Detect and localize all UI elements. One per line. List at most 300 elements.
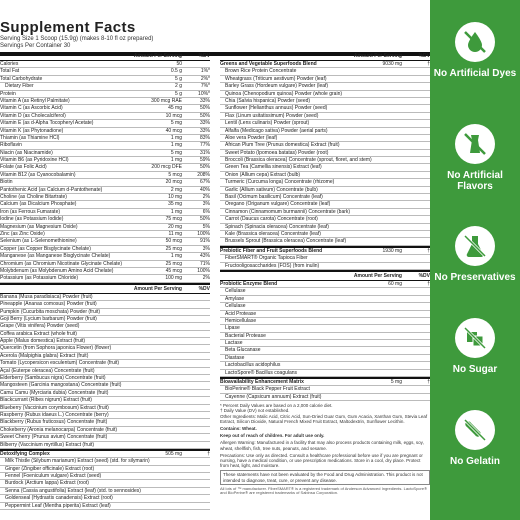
row-label: Niacin (as Niacinamide) — [0, 149, 53, 156]
amount-header: Amount Per Serving — [353, 53, 402, 59]
row-label: BioPerine® Black Pepper Fruit Extract — [225, 386, 310, 393]
row-amount: 45 mcg — [165, 267, 182, 274]
dv-header: %DV — [198, 285, 210, 292]
table-row — [220, 172, 430, 179]
row-label: Vitamin B12 (as Cyanocobalamin) — [0, 171, 76, 178]
row-label: Blackberry (Rubus fruticosus) Concentrate (fruit) — [0, 419, 108, 426]
row-dv: 50% — [199, 112, 210, 119]
footnote: † Daily Value (DV) not established. — [220, 408, 290, 414]
row-dv: † — [427, 280, 430, 287]
bioavail-rows — [220, 377, 430, 401]
table-row — [0, 172, 210, 179]
row-label: Coffea arabica Extract (whole fruit) — [0, 330, 77, 337]
row-amount: 2 mg — [170, 186, 182, 193]
badge-label: No Sugar — [452, 364, 498, 375]
column-header — [220, 270, 430, 281]
row-dv: † — [427, 247, 430, 254]
row-dv: 7%* — [200, 83, 210, 90]
row-dv: 67% — [199, 179, 210, 186]
row-label: Blackcurrant (Ribes nigrum) Extract (fruit) — [0, 397, 92, 404]
row-dv: 1%* — [200, 68, 210, 75]
row-dv: 33% — [199, 120, 210, 127]
row-label: Quercetin (from Sophora japonica Flower) (flower) — [0, 345, 112, 352]
row-label: Vitamin E (as d-Alpha Tocopheryl Acetate) — [0, 120, 94, 127]
row-label: Senna (Cassia angustifolia) Extract (leaf) (std. to sennosides) — [5, 487, 141, 494]
row-label: Flax (Linum usitatissimum) Powder (seed) — [225, 112, 319, 119]
table-row — [220, 325, 430, 332]
fda-disclaimer: These statements have not been evaluated by the Food and Drug Administration. This product is not intended to diagnose, treat, cure, or prevent any disease. — [220, 470, 430, 484]
row-label: Pumpkin (Cucurbita moschata) Powder (fruit) — [0, 308, 101, 315]
table-row — [220, 347, 430, 354]
table-row — [220, 238, 430, 245]
row-dv: 6% — [202, 208, 210, 215]
table-row — [220, 135, 430, 142]
row-label: Sunflower (Helianthus annuus) Powder (seed) — [225, 105, 328, 112]
row-label: Brown Rice Protein Concentrate — [225, 68, 297, 75]
row-label: Açaí (Euterpe oleracea) Concentrate (fruit) — [0, 367, 95, 374]
row-label: Vitamin K (as Phytonadione) — [0, 127, 64, 134]
table-row — [0, 331, 210, 338]
table-row — [0, 275, 210, 282]
table-row — [0, 480, 210, 487]
row-label: Carrot (Daucus carota) Concentrate (root) — [225, 216, 318, 223]
row-amount: 75 mcg — [165, 216, 182, 223]
table-row — [220, 179, 430, 186]
table-row — [0, 301, 210, 308]
dv-header: %DV — [418, 272, 430, 279]
table-row — [0, 458, 210, 465]
row-label: Barley Grass (Hordeum vulgare) Powder (leaf) — [225, 83, 329, 90]
no-flavors-icon — [455, 124, 495, 164]
no-dyes-icon — [455, 22, 495, 62]
table-row — [0, 338, 210, 345]
row-label: LactoSpore® Bacillus coagulans — [225, 369, 298, 376]
row-dv: † — [207, 450, 210, 457]
table-row — [0, 412, 210, 419]
row-amount: 9030 mg — [382, 61, 402, 67]
row-dv: 40% — [199, 186, 210, 193]
row-label: Spinach (Spinacia oleracea) Concentrate (leaf) — [225, 223, 329, 230]
table-row — [220, 194, 430, 201]
row-dv: 31% — [199, 149, 210, 156]
table-row — [0, 253, 210, 260]
row-label: Potassium (as Potassium Chloride) — [0, 275, 79, 282]
nutrient-rows — [0, 61, 210, 283]
badge-no-gelatin — [430, 410, 520, 467]
row-dv: 71% — [199, 260, 210, 267]
row-amount: 40 mcg — [165, 127, 182, 134]
table-row — [0, 209, 210, 216]
row-label: Kale (Brassica oleracea) Concentrate (leaf) — [225, 230, 321, 237]
row-label: Iron (as Ferrous Fumarate) — [0, 208, 61, 215]
dv-header: %DV — [418, 53, 430, 59]
row-label: Prebiotic Fiber and Fruit Superfoods Blend — [220, 247, 323, 254]
table-row — [0, 113, 210, 120]
row-label: Molybdenum (as Molybdenum Amino Acid Chelate) — [0, 267, 114, 274]
table-row — [220, 76, 430, 83]
table-row — [220, 263, 430, 270]
row-label: Peppermint Leaf (Mentha piperita) Extract (leaf) — [5, 502, 111, 509]
table-row — [220, 231, 430, 238]
table-row — [0, 238, 210, 245]
table-row — [220, 311, 430, 318]
row-label: Greens and Vegetable Superfoods Blend — [220, 61, 317, 67]
badge-sidebar — [430, 0, 520, 520]
row-label: Fennel (Foeniculum vulgare) Extract (seed) — [5, 473, 102, 480]
enzyme-rows — [220, 281, 430, 377]
row-label: Choline (as Choline Bitartrate) — [0, 194, 67, 201]
no-sugar-icon — [455, 318, 495, 358]
table-row — [0, 224, 210, 231]
row-label: Acid Protease — [225, 310, 257, 317]
row-label: Oregano (Origanum vulgare) Concentrate (leaf) — [225, 201, 331, 208]
row-dv: † — [427, 61, 430, 67]
row-amount: 10 mg — [168, 194, 182, 201]
table-row — [0, 316, 210, 323]
row-label: Turmeric (Curcuma longa) Concentrate (rhizome) — [225, 179, 335, 186]
table-row — [0, 216, 210, 223]
badge-label: No Gelatin — [449, 456, 500, 467]
row-label: Detoxifying Complex — [0, 450, 50, 457]
table-row — [0, 473, 210, 480]
row-label: Calcium (as Dicalcium Phosphate) — [0, 201, 77, 208]
row-dv: 5% — [202, 223, 210, 230]
row-amount: 20 mg — [168, 223, 182, 230]
blend-header-row — [220, 377, 430, 386]
table-row — [220, 91, 430, 98]
row-amount: 60 mg — [388, 280, 402, 287]
row-label: Vitamin C (as Ascorbic Acid) — [0, 105, 63, 112]
table-row — [0, 360, 210, 367]
amount-header: Amount Per Serving — [133, 53, 182, 59]
row-label: Magnesium (as Magnesium Oxide) — [0, 223, 78, 230]
row-label: Vitamin A (as Retinyl Palmitate) — [0, 97, 70, 104]
table-row — [220, 201, 430, 208]
row-label: Lactase — [225, 340, 243, 347]
row-label: Alfalfa (Medicago sativa) Powder (aerial parts) — [225, 127, 328, 134]
table-row — [0, 427, 210, 434]
row-dv: 3% — [202, 201, 210, 208]
table-row — [0, 353, 210, 360]
precautions: Precautions: Use only as directed. Consult a healthcare professional before use if you are pregnant or nursing, have a medical condition, or use prescription medications. Store in a cool, dry place. Protect from heat, light, and moisture. — [220, 452, 423, 469]
badge-no-artificial-dyes — [430, 22, 520, 79]
row-amount: 2 g — [175, 83, 182, 90]
row-dv: 2% — [202, 194, 210, 201]
row-label: Quinoa (Chenopodium quinoa) Powder (whole grain) — [225, 90, 343, 97]
row-amount: 1 mg — [170, 134, 182, 141]
table-row — [0, 83, 210, 90]
column-header — [220, 52, 430, 61]
row-label: Lentil (Lens culinaris) Powder (sprout) — [225, 120, 310, 127]
blend-header-row — [0, 449, 210, 458]
table-row — [0, 68, 210, 75]
row-label: Camu Camu (Myrciaria dubia) Concentrate (fruit) — [0, 389, 109, 396]
row-label: Cellulase — [225, 288, 246, 295]
row-label: Ginger (Zingiber officinale) Extract (root) — [5, 465, 95, 472]
right-column — [220, 52, 430, 496]
row-amount: 5 mg — [390, 379, 402, 386]
table-row — [220, 187, 430, 194]
row-dv: 100% — [197, 230, 210, 237]
table-row — [220, 68, 430, 75]
row-label: Biotin — [0, 179, 13, 186]
row-amount: 11 mg — [168, 230, 182, 237]
badge-no-artificial-flavors — [430, 124, 520, 192]
table-row — [0, 76, 210, 83]
contains: Contains: Wheat. — [220, 426, 257, 431]
badge-no-preservatives — [430, 226, 520, 283]
row-label: Folate (as Folic Acid) — [0, 164, 47, 171]
greens-rows — [220, 61, 430, 246]
table-row — [0, 268, 210, 275]
row-label: Total Fat — [0, 68, 20, 75]
row-label: Dietary Fiber — [5, 83, 34, 90]
row-label: Hemicellulase — [225, 317, 257, 324]
table-row — [220, 209, 430, 216]
row-dv: 33% — [199, 127, 210, 134]
table-row — [220, 142, 430, 149]
row-dv: 77% — [199, 142, 210, 149]
table-row — [220, 255, 430, 262]
other-ingredients: Other Ingredients: Malic Acid, Citric Acid, Sun-Dried Guar Gum, Gum Acacia, Xanthan Gum, Stevia Leaf Extract, Silicon Dioxide, Natural French Mixed Fruit Extract, Maltodextrin, Sunflower Lecithin. — [220, 413, 428, 424]
table-row — [0, 419, 210, 426]
table-row — [0, 135, 210, 142]
table-row — [220, 340, 430, 347]
row-amount: 25 mcg — [165, 245, 182, 252]
row-amount: 1 mg — [170, 157, 182, 164]
table-row — [0, 187, 210, 194]
row-amount: 505 mg — [165, 450, 182, 457]
table-row — [0, 294, 210, 301]
table-row — [0, 405, 210, 412]
table-row — [0, 194, 210, 201]
row-dv: 100% — [197, 267, 210, 274]
amount-header: Amount Per Serving — [133, 285, 182, 292]
row-dv: 50% — [199, 105, 210, 112]
table-row — [220, 216, 430, 223]
row-label: Apple (Malus domestica) Extract (fruit) — [0, 338, 86, 345]
row-label: Chokeberry (Aronia melanocarpa) Concentrate (fruit) — [0, 426, 117, 433]
row-amount: 100 mg — [165, 275, 182, 282]
row-amount: 10 mcg — [165, 112, 182, 119]
table-row — [0, 164, 210, 171]
row-label: Amylase — [225, 295, 245, 302]
table-row — [0, 368, 210, 375]
table-row — [0, 61, 210, 68]
row-label: Elderberry (Sambucus nigra) Concentrate (fruit) — [0, 375, 106, 382]
row-amount: 25 mcg — [165, 260, 182, 267]
row-label: Selenium (as L-Selenomethionine) — [0, 238, 77, 245]
row-amount: 5 g — [175, 90, 182, 97]
row-label: African Plum Tree (Prunus domestica) Extract (fruit) — [225, 142, 340, 149]
badge-label: No Preservatives — [434, 272, 516, 283]
row-label: Pantothenic Acid (as Calcium d-Pantothenate) — [0, 186, 103, 193]
row-label: Cellulase — [225, 303, 246, 310]
table-row — [0, 142, 210, 149]
row-label: Burdock (Arctium lappa) Extract (root) — [5, 480, 89, 487]
table-row — [0, 246, 210, 253]
table-row — [220, 113, 430, 120]
table-row — [0, 128, 210, 135]
table-row — [0, 375, 210, 382]
table-row — [0, 98, 210, 105]
row-label: Brussels Sprout (Brassica oleracea) Concentrate (leaf) — [225, 238, 347, 245]
left-column — [0, 52, 210, 510]
table-row — [0, 382, 210, 389]
table-row — [220, 157, 430, 164]
table-row — [0, 397, 210, 404]
row-dv: 10%* — [198, 90, 210, 97]
allergen-warning: Allergen Warning: Manufactured in a facility that may also process products containing milk, eggs, soy, wheat, shellfish, fish, tree nuts, peanuts, and sesame. — [220, 440, 424, 451]
table-row — [0, 345, 210, 352]
table-row — [0, 179, 210, 186]
keep-out-warning: Keep out of reach of children. For adult use only. — [220, 433, 325, 439]
blend-header-row — [220, 246, 430, 255]
table-row — [0, 150, 210, 157]
row-dv: 91% — [199, 238, 210, 245]
row-label: Riboflavin — [0, 142, 22, 149]
row-label: Sweet Cherry (Prunus avium) Concentrate (fruit) — [0, 434, 108, 441]
table-row — [0, 495, 210, 502]
row-label: Grape (Vitis vinifera) Powder (seed) — [0, 323, 80, 330]
row-label: Milk Thistle (Silybum marianum) Extract (seed) (std. for silymarin) — [5, 458, 150, 465]
row-label: Broccoli (Brassica oleracea) Concentrate (sprout, floret, and stem) — [225, 157, 372, 164]
row-label: Vitamin B6 (as Pyridoxine HCl) — [0, 157, 69, 164]
label-title: Supplement Facts — [0, 19, 136, 36]
row-label: Iodine (as Potassium Iodide) — [0, 216, 64, 223]
table-row — [220, 333, 430, 340]
table-row — [0, 466, 210, 473]
table-row — [220, 150, 430, 157]
row-amount: 20 mcg — [165, 179, 182, 186]
column-header — [0, 52, 210, 61]
row-label: Chromium (as Chromium Nicotinate Glycinate Chelate) — [0, 260, 122, 267]
trademark-notes: All lots of ™ manufacturer. FiberSMART® is a registered trademark of Anderson Advanced Ingredients. LactoSpore® and BioPerine® are registered trademarks of Sabinsa Corporation. — [220, 485, 428, 496]
row-label: Bioavailability Enhancement Matrix — [220, 379, 304, 386]
row-amount: 50 — [176, 61, 182, 67]
row-amount: 50 mcg — [165, 238, 182, 245]
row-dv: 208% — [197, 171, 210, 178]
row-label: Tomato (Lycopersicon esculentum) Concentrate (fruit) — [0, 360, 120, 367]
table-row — [0, 105, 210, 112]
table-row — [220, 98, 430, 105]
table-row — [220, 362, 430, 369]
label-columns — [0, 52, 430, 520]
row-label: Calories — [0, 61, 19, 67]
row-label: Vitamin D (as Cholecalciferol) — [0, 112, 66, 119]
badge-no-sugar — [430, 318, 520, 375]
row-dv: 83% — [199, 134, 210, 141]
table-row — [220, 83, 430, 90]
table-row — [220, 370, 430, 377]
row-label: Lipase — [225, 325, 240, 332]
amount-header: Amount Per Serving — [353, 272, 402, 279]
row-label: Acerola (Malpighia glabra) Extract (fruit) — [0, 352, 89, 359]
row-label: Total Carbohydrate — [0, 75, 43, 82]
row-label: Goldenseal (Hydrastis canadensis) Extract (root) — [5, 495, 113, 502]
table-row — [220, 318, 430, 325]
row-amount: 5 g — [175, 75, 182, 82]
row-amount: 5 mg — [170, 120, 182, 127]
row-label: Onion (Allium cepa) Extract (bulb) — [225, 171, 301, 178]
label-notes — [220, 401, 430, 496]
row-amount: 45 mg — [168, 105, 182, 112]
table-row — [0, 503, 210, 510]
row-label: Raspberry (Rubus idaeus L.) Concentrate (berry) — [0, 411, 109, 418]
row-amount: 200 mcg DFE — [151, 164, 182, 171]
row-dv: 33% — [199, 97, 210, 104]
table-row — [0, 488, 210, 495]
blend-header-row — [220, 281, 430, 288]
table-row — [0, 157, 210, 164]
table-row — [220, 386, 430, 393]
row-label: Beta Glucanase — [225, 347, 261, 354]
row-label: Goji Berry (Lycium barbarum) Powder (fruit) — [0, 315, 97, 322]
row-label: Diastase — [225, 354, 245, 361]
row-label: Blueberry (Vaccinium corymbosum) Extract (fruit) — [0, 404, 109, 411]
badge-label: No Artificial Flavors — [447, 170, 503, 192]
row-label: Copper (as Copper Bisglycinate Chelate) — [0, 245, 91, 252]
table-row — [0, 120, 210, 127]
dv-header: %DV — [198, 53, 210, 59]
row-dv: 43% — [199, 253, 210, 260]
table-row — [220, 105, 430, 112]
row-label: Garlic (Allium sativum) Concentrate (bulb) — [225, 186, 318, 193]
table-row — [220, 164, 430, 171]
row-label: Probiotic Enzyme Blend — [220, 280, 278, 287]
label-header — [0, 0, 430, 56]
row-label: Bilberry (Vaccinium myrtillus) Extract (fruit) — [0, 441, 95, 448]
row-label: Thiamin (as Thiamine HCl) — [0, 134, 60, 141]
row-amount: 1930 mg — [382, 247, 402, 254]
row-dv: 50% — [199, 216, 210, 223]
row-label: Aloe vera Powder (leaf) — [225, 134, 278, 141]
row-dv: 2% — [202, 275, 210, 282]
row-label: Sweet Potato (Ipomoea batatas) Powder (root) — [225, 149, 329, 156]
table-row — [220, 303, 430, 310]
row-label: Green Tea (Camellia sinensis) Extract (leaf) — [225, 164, 322, 171]
row-label: Protein — [0, 90, 16, 97]
row-label: Basil (Ocimum basilicum) Concentrate (leaf) — [225, 194, 323, 201]
table-row — [0, 442, 210, 449]
row-label: Cayenne (Capsicum annuum) Extract (fruit) — [225, 393, 322, 400]
row-amount: 300 mcg RAE — [151, 97, 182, 104]
row-label: Lactobacillus acidophilus — [225, 362, 281, 369]
table-row — [0, 201, 210, 208]
table-row — [0, 434, 210, 441]
row-label: Mangosteen (Garcinia mangostana) Concentrate (fruit) — [0, 382, 122, 389]
table-row — [220, 128, 430, 135]
serving-size: Serving Size 1 Scoop (15.9g) (makes 8-10 fl oz prepared) — [0, 36, 154, 42]
row-label: Banana (Musa paradisiaca) Powder (fruit) — [0, 293, 93, 300]
row-label: Bacterial Protease — [225, 332, 266, 339]
row-amount: 5 mg — [170, 149, 182, 156]
table-row — [220, 296, 430, 303]
row-dv: 50% — [199, 164, 210, 171]
row-dv: 59% — [199, 157, 210, 164]
table-row — [220, 224, 430, 231]
table-row — [220, 394, 430, 401]
row-label: Pineapple (Ananas comosus) Powder (fruit) — [0, 301, 97, 308]
table-row — [0, 231, 210, 238]
table-row — [0, 91, 210, 98]
table-row — [220, 288, 430, 295]
servings-per-container: Servings Per Container 30 — [0, 43, 71, 49]
row-label: FiberSMART® Organic Tapioca Fiber — [225, 255, 308, 262]
row-amount: 1 mg — [170, 253, 182, 260]
row-amount: 0.5 g — [170, 68, 182, 75]
row-label: Cinnamon (Cinnamomum burmannii) Concentrate (bark) — [225, 208, 351, 215]
